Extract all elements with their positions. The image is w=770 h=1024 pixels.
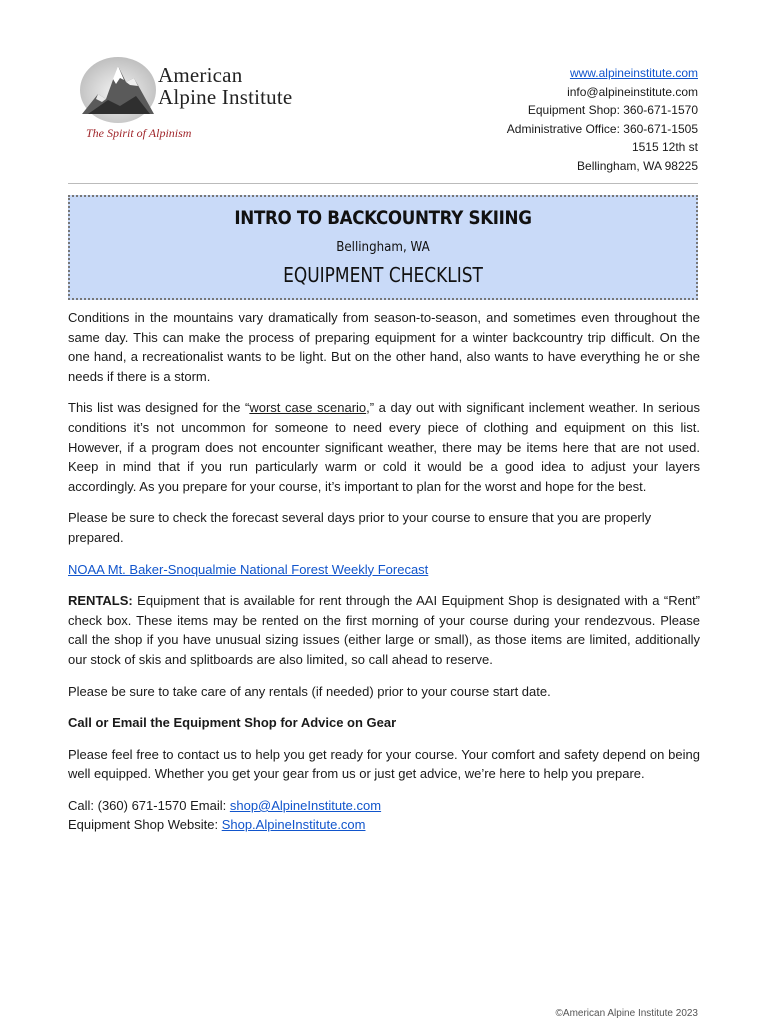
shop-email-link[interactable]: shop@AlpineInstitute.com xyxy=(229,797,382,813)
tagline: The Spirit of Alpinism xyxy=(86,126,192,140)
title-box xyxy=(68,195,698,300)
org-name-line1: American xyxy=(158,63,243,87)
aai-logo xyxy=(78,50,318,145)
document-body xyxy=(68,308,700,835)
city-address: Bellingham, WA 98225 xyxy=(577,158,698,173)
info-email: info@alpineinstitute.com xyxy=(567,84,698,99)
contact-paragraph: Call: (360) 671-1570 Email: shop@AlpineInstitute.com Equipment Shop Website: Shop.AlpineInstitute.com xyxy=(68,797,382,833)
rentals-reminder: Please be sure to take care of any rentals (if needed) prior to your course start date. xyxy=(68,683,551,699)
rentals-label: RENTALS: xyxy=(68,593,133,609)
footer-copyright: ©American Alpine Institute 2023 xyxy=(555,1008,698,1019)
rentals-paragraph: RENTALS: Equipment that is available for rent through the AAI Equipment Shop is designated with a “Rent” check box. These items may be rented on the first morning of your course during your rendezvous. Please call the shop if you have unusual sizing issues (either large or small), as those items are limited, additionally our stock of skis and splitboards are also limited, so call ahead to reserve. xyxy=(68,593,700,667)
checklist-subtitle: EQUIPMENT CHECKLIST xyxy=(283,263,483,287)
contact-block xyxy=(507,64,698,175)
org-name xyxy=(158,64,292,108)
intro-paragraph: Conditions in the mountains vary dramatically from season-to-season, and sometimes even throughout the same day. This can make the process of preparing equipment for a winter backcountry trip difficult. On the one hand, a recreationalist wants to be light. But on the other hand, also wants to have everything he or she needs if there is a storm. xyxy=(68,310,700,384)
advice-heading: Call or Email the Equipment Shop for Advice on Gear xyxy=(68,715,397,731)
org-name-line2: Alpine Institute xyxy=(158,85,293,109)
course-title: INTRO TO BACKCOUNTRY SKIING xyxy=(234,207,532,229)
advice-paragraph: Please feel free to contact us to help you get ready for your course. Your comfort and safety depend on being well equipped. Whether you get your gear from us or just get advice, we’re here to help you prepare. xyxy=(68,746,700,782)
worst-case-paragraph: This list was designed for the “worst case scenario,” a day out with significant inclement weather. In serious conditions it’s not uncommon for someone to need every piece of clothing and equipment on this list. However, if a program does not encounter significant weather, there may be items here that are not used. Keep in mind that if you run particularly warm or cold it would be a good idea to adjust your layers accordingly. As you prepare for your course, it’s important to plan for the worst and hope for the best. xyxy=(68,400,700,494)
forecast-paragraph: Please be sure to check the forecast several days prior to your course to ensure that you are properly prepared. xyxy=(68,510,652,545)
shop-website-link[interactable]: Shop.AlpineInstitute.com xyxy=(221,817,366,833)
course-location: Bellingham, WA xyxy=(336,239,430,255)
worst-case-underline: worst case scenario xyxy=(249,400,367,416)
street-address: 1515 12th st xyxy=(631,140,698,154)
website-link[interactable]: www.alpineinstitute.com xyxy=(569,66,698,80)
page-header xyxy=(68,50,698,173)
forecast-link[interactable]: NOAA Mt. Baker-Snoqualmie National Forest Weekly Forecast xyxy=(68,561,429,577)
admin-office-phone: Administrative Office: 360-671-1505 xyxy=(506,121,698,136)
header-divider xyxy=(68,183,698,185)
mountain-logo-icon xyxy=(78,52,158,124)
equipment-shop-phone: Equipment Shop: 360-671-1570 xyxy=(527,103,698,117)
